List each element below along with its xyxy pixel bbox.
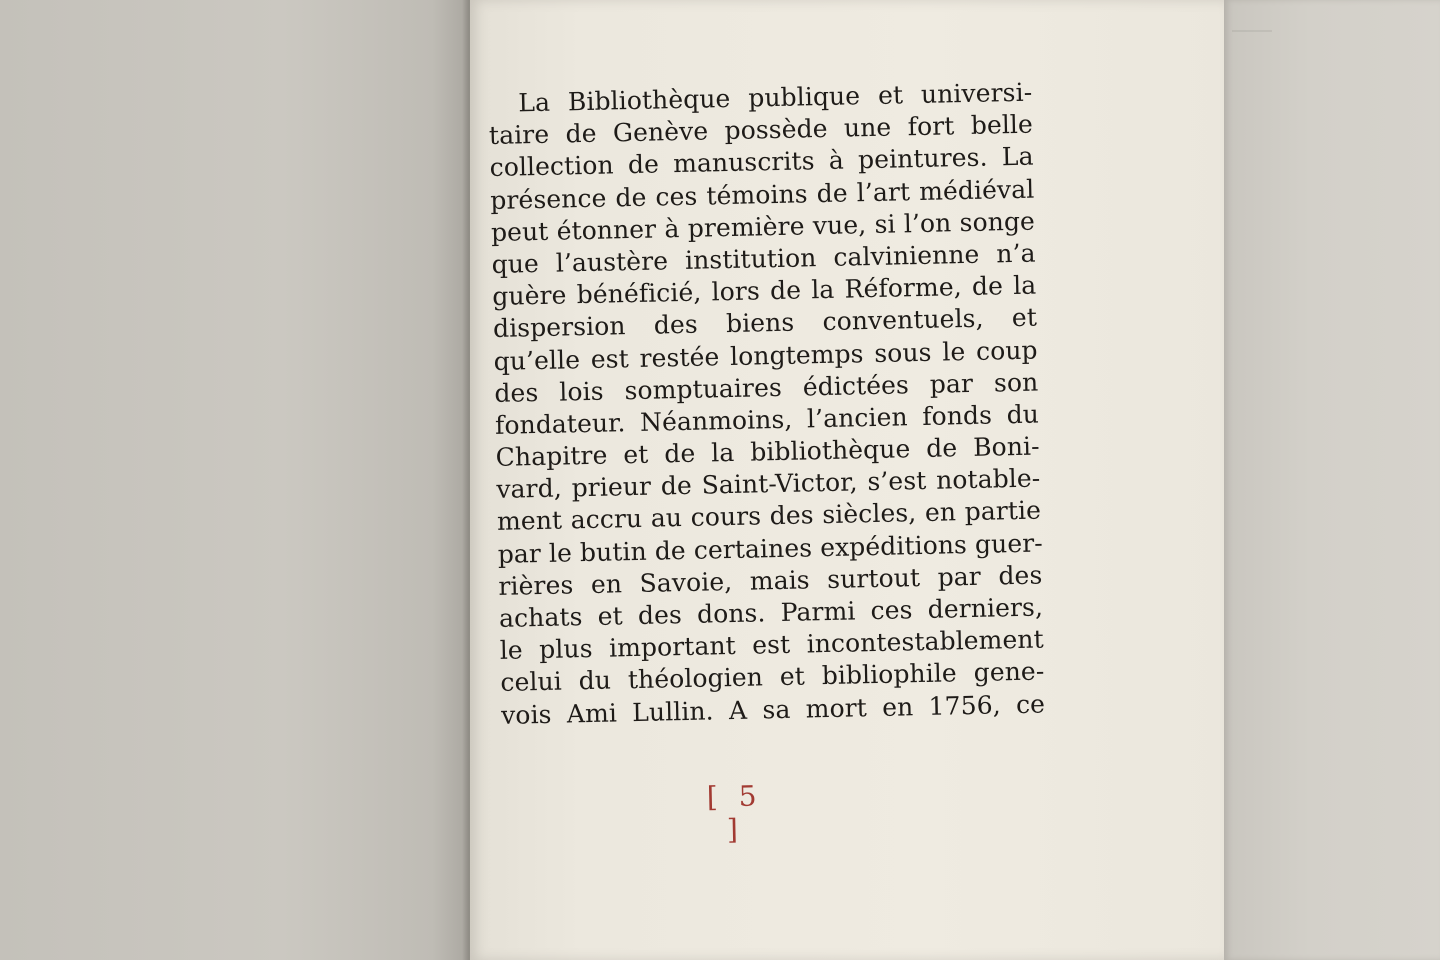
text-line: ment accru au cours des siècles, en partie <box>496 495 1042 537</box>
text-line: rières en Savoie, mais surtout par des <box>498 560 1043 601</box>
text-line: achats et des dons. Parmi ces derniers, <box>498 592 1044 633</box>
text-line: collection de manuscrits à peintures. La <box>489 141 1034 183</box>
text-line: peut étonner à première vue, si l’on songe <box>490 206 1036 247</box>
text-line: vard, prieur de Saint-Victor, s’est notable- <box>496 463 1041 505</box>
text-line: des lois somptuaires édictées par son <box>494 367 1039 408</box>
text-line: que l’austère institution calvinienne n’a <box>491 238 1036 279</box>
text-line: vois Ami Lullin. A sa mort en 1756, ce <box>500 689 1046 730</box>
text-line: Chapitre et de la bibliothèque de Boni- <box>495 431 1040 472</box>
text-line: La Bibliothèque publique et universi- <box>518 77 1033 118</box>
text-line: par le butin de certaines expéditions guer- <box>497 528 1044 569</box>
text-line: celui du théologien et bibliophile gene- <box>500 656 1045 698</box>
left-page <box>0 0 470 960</box>
text-line: guère bénéficié, lors de la Réforme, de la <box>492 270 1037 312</box>
text-line: qu’elle est restée longtemps sous le coup <box>493 335 1038 376</box>
text-line: taire de Genève possède une fort belle <box>488 109 1034 151</box>
text-line: le plus important est incontestablement <box>499 624 1044 666</box>
page-number: [ 5 ] <box>706 779 763 847</box>
show-through-mark <box>1232 30 1272 62</box>
text-line: présence de ces témoins de l’art médiéval <box>490 174 1035 215</box>
text-line: fondateur. Néanmoins, l’ancien fonds du <box>494 399 1040 440</box>
text-line: dispersion des biens conventuels, et <box>492 302 1038 344</box>
body-text <box>488 77 1045 732</box>
next-page-edge <box>1224 0 1440 960</box>
